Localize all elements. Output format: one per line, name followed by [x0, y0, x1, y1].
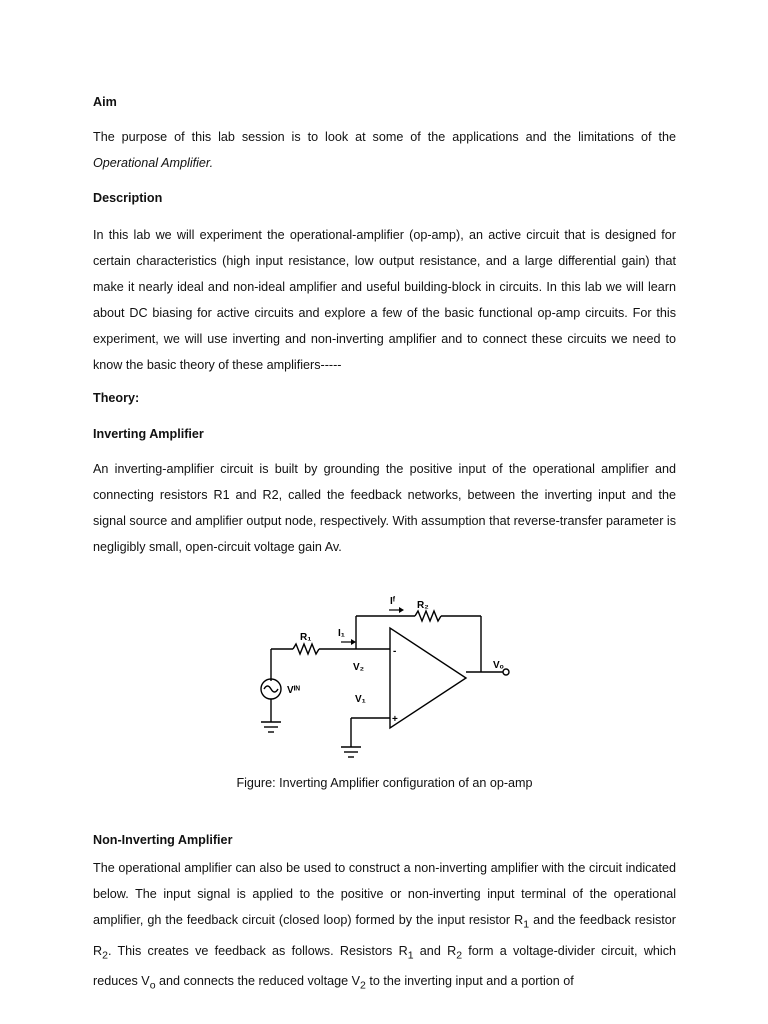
noninv-sub-2: 2 [102, 949, 108, 962]
aim-italic-term: Operational Amplifier. [93, 156, 214, 170]
label-v1: V₁ [355, 694, 366, 705]
aim-paragraph [93, 124, 676, 176]
noninv-text-5: form a voltage-divider circuit, which reduces V [93, 943, 677, 989]
noninv-sub-5: o [149, 979, 156, 992]
label-r1: R₁ [300, 632, 312, 643]
aim-heading: Aim [93, 95, 117, 109]
noninverting-paragraph [93, 855, 676, 999]
label-v2: V₂ [353, 662, 365, 673]
label-r2: R₂ [417, 600, 429, 611]
theory-heading: Theory: [93, 391, 140, 405]
noninv-text-2: and the feedback resistor R [93, 913, 676, 958]
label-i1: I₁ [338, 628, 345, 639]
noninverting-heading: Non-Inverting Amplifier [93, 833, 233, 847]
label-if: Iᶠ [390, 596, 396, 607]
noninv-sub-3: 1 [407, 949, 414, 962]
inverting-amplifier-diagram [93, 584, 676, 759]
label-plus: + [392, 714, 398, 725]
noninv-sub-4: 2 [456, 949, 463, 962]
inverting-paragraph: An inverting-amplifier circuit is built by grounding the positive input of the operational amplifier and connecting resistors R1 and R2, called the feedback networks, between the inverting input and the signal source and amplifier output node, respectively. With assumption that reverse-transfer parameter is negligibly small, open-circuit voltage gain Av. [93, 462, 676, 554]
noninv-text-3: . This creates ve feedback as follows. Resistors R [107, 943, 408, 958]
inverting-heading: Inverting Amplifier [93, 427, 204, 441]
label-vin: Vᴵᴺ [287, 685, 300, 696]
noninv-sub-1: 1 [523, 918, 530, 931]
label-vo: Vₒ [493, 660, 504, 671]
noninv-text-4: and R [413, 943, 457, 958]
description-heading: Description [93, 191, 163, 205]
noninv-sub-6: 2 [360, 979, 366, 992]
document-content [93, 92, 676, 999]
noninv-text-1: The operational amplifier can also be used to construct a non-inverting amplifier with the circuit indicated below. The input signal is applied to the positive or non-inverting input terminal of the operational amplifier, gh the feedback circuit (closed loop) formed by the input resistor R [93, 861, 676, 927]
inverting-amplifier-figure [93, 584, 676, 759]
aim-text: The purpose of this lab session is to look at some of the applications and the limitations of the [93, 130, 676, 144]
noninv-text-6: and connects the reduced voltage V [155, 974, 360, 989]
figure-caption: Figure: Inverting Amplifier configuration of an op-amp [236, 776, 533, 790]
description-paragraph: In this lab we will experiment the operational-amplifier (op-amp), an active circuit that is designed for certain characteristics (high input resistance, low output resistance, and a large differential gain) that make it nearly ideal and non-ideal amplifier and useful building-block in circuits. In this lab we will learn about DC biasing for active circuits and explore a few of the basic functional op-amp circuits. For this experiment, we will use inverting and non-inverting amplifier and to connect these circuits we need to know the basic theory of these amplifiers----- [93, 228, 676, 372]
noninv-text-7: to the inverting input and a portion of [365, 974, 574, 989]
label-minus: - [393, 646, 397, 657]
